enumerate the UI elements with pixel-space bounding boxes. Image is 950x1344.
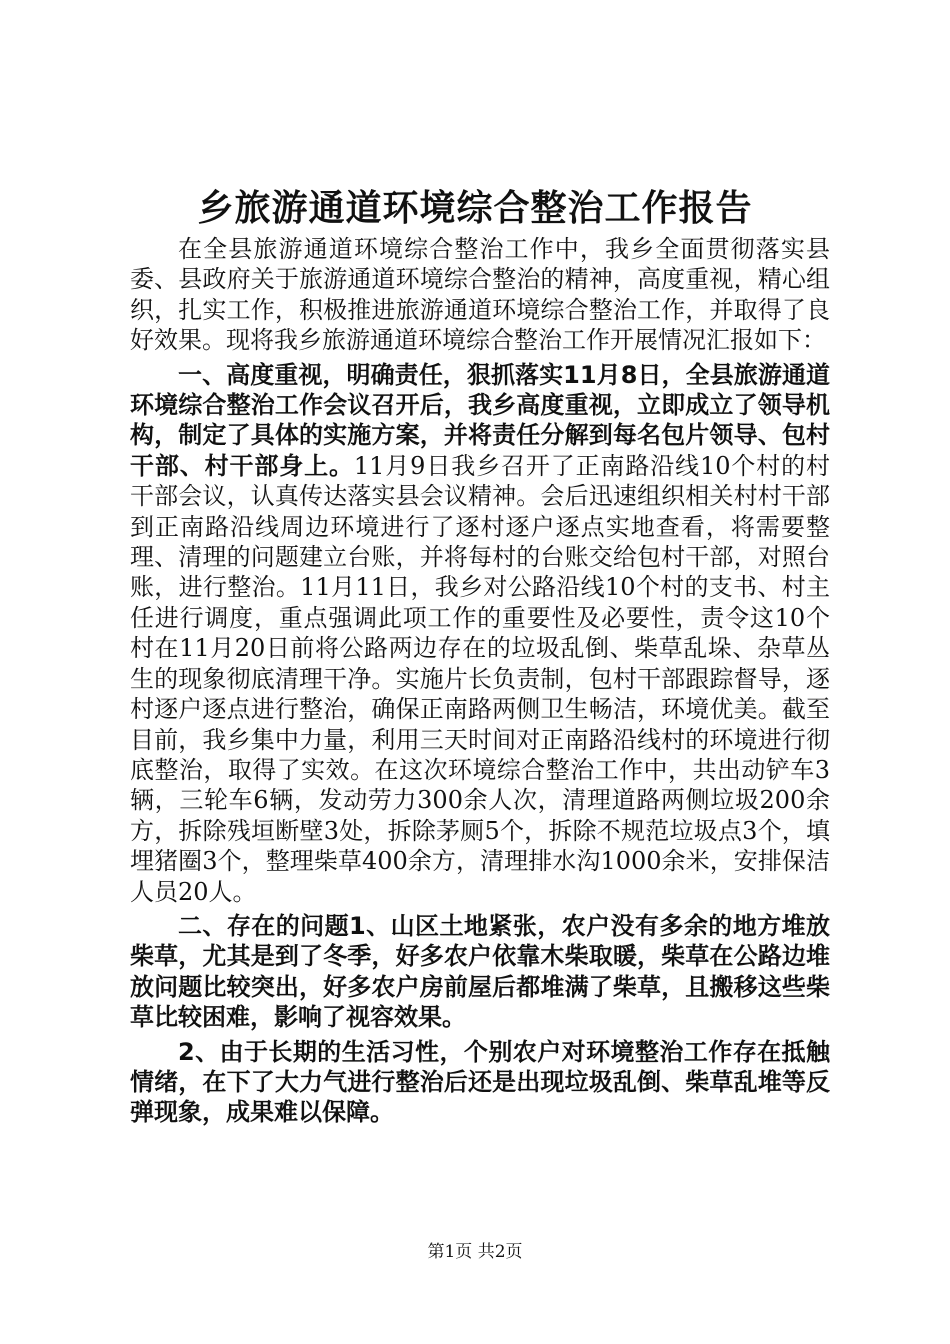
page-footer: 第1页 共2页 bbox=[427, 1242, 523, 1262]
section-two-body: 二、存在的问题1、山区土地紧张，农户没有多余的地方堆放柴草，尤其是到了冬季，好多农户依靠木柴取暖，柴草在公路边堆放问题比较突出，好多农户房前屋后都堆满了柴草，且搬移这些柴草比较困难，影响了视容效果。 bbox=[130, 911, 830, 1032]
problem-two-body: 2、由于长期的生活习性，个别农户对环境整治工作存在抵触情绪，在下了大力气进行整治后还是出现垃圾乱倒、柴草乱堆等反弹现象，成果难以保障。 bbox=[130, 1037, 830, 1127]
section-one-heading: 一、高度重视，明确责任，狠抓落实11月8日，全县旅游通道环境综合整治工作会议召开后，我乡高度重视，立即成立了领导机构，制定了具体的实施方案，并将责任分解到每名包片领导、包村干部、村干部身上。 bbox=[130, 360, 830, 480]
problem-two-paragraph bbox=[130, 1037, 830, 1128]
section-two-paragraph bbox=[130, 911, 830, 1033]
section-one-paragraph bbox=[130, 360, 830, 907]
document-body bbox=[130, 234, 830, 1128]
document-title: 乡旅游通道环境综合整治工作报告 bbox=[197, 187, 753, 229]
section-one-body: 11月9日我乡召开了正南路沿线10个村的村干部会议，认真传达落实县会议精神。会后迅速组织相关村村干部到正南路沿线周边环境进行了逐村逐户逐点实地查看，将需要整理、清理的问题建立台账，并将每村的台账交给包村干部，对照台账，进行整治。11月11日，我乡对公路沿线10个村的支书、村主任进行调度，重点强调此项工作的重要性及必要性，责令这10个村在11月20日前将公路两边存在的垃圾乱倒、柴草乱垛、杂草丛生的现象彻底清理干净。实施片长负责制，包村干部跟踪督导，逐村逐户逐点进行整治，确保正南路两侧卫生畅洁，环境优美。截至目前，我乡集中力量，利用三天时间对正南路沿线村的环境进行彻底整治，取得了实效。在这次环境综合整治工作中，共出动铲车3辆，三轮车6辆，发动劳力300余人次，清理道路两侧垃圾200余方，拆除残垣断壁3处，拆除茅厕5个，拆除不规范垃圾点3个，填埋猪圈3个，整理柴草400余方，清理排水沟1000余米，安排保洁人员20人。 bbox=[130, 451, 830, 906]
intro-paragraph: 在全县旅游通道环境综合整治工作中，我乡全面贯彻落实县委、县政府关于旅游通道环境综合整治的精神，高度重视，精心组织，扎实工作，积极推进旅游通道环境综合整治工作，并取得了良好效果。现将我乡旅游通道环境综合整治工作开展情况汇报如下： bbox=[130, 235, 830, 355]
